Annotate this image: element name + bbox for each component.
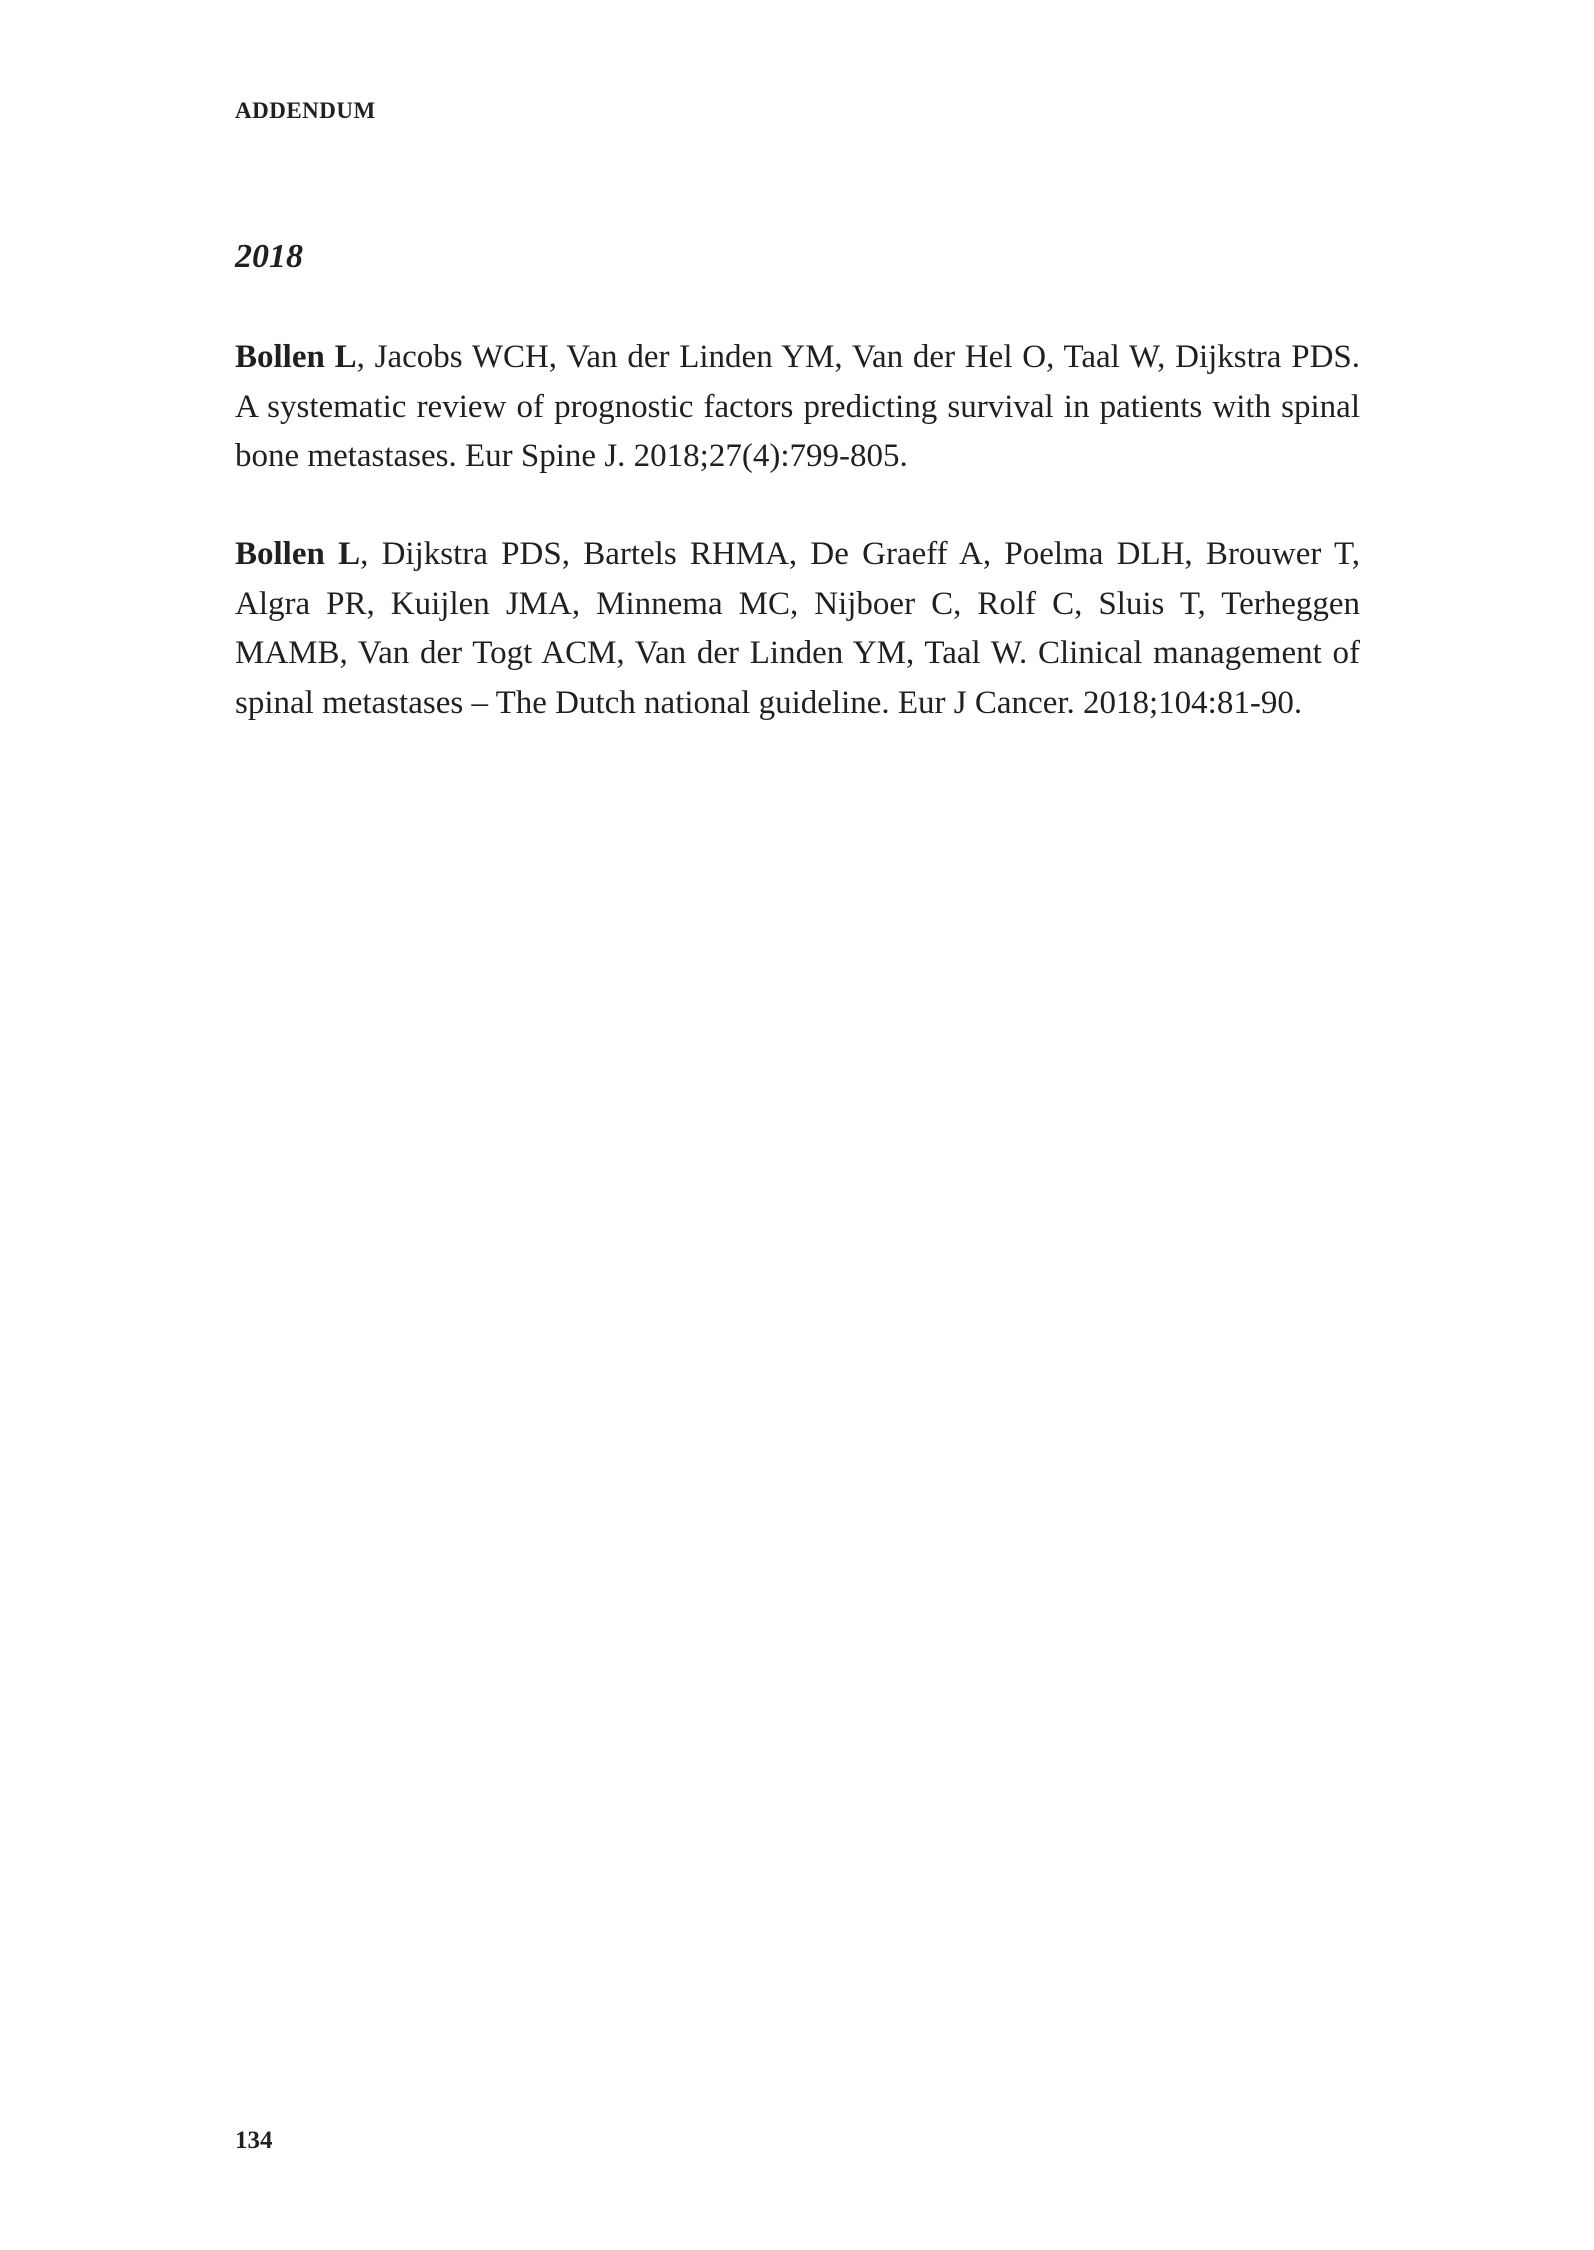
reference-entry — [235, 530, 1360, 728]
reference-lead-author: Bollen L — [235, 339, 357, 375]
page-number: 134 — [235, 2127, 273, 2154]
reference-text: , Jacobs WCH, Van der Linden YM, Van der Hel O, Taal W, Dijkstra PDS. A systematic review of prognostic factors predicting survival in patients with spinal bone metastases. Eur Spine J. 2018;27(4):799-805. — [235, 339, 1361, 474]
reference-text: , Dijkstra PDS, Bartels RHMA, De Graeff A, Poelma DLH, Brouwer T, Algra PR, Kuijlen JMA, Minnema MC, Nijboer C, Rolf C, Sluis T, Terheggen MAMB, Van der Togt ACM, Van der Linden YM, Taal W. Clinical management of spinal metastases – The Dutch national guideline. Eur J Cancer. 2018;104:81-90. — [235, 536, 1361, 721]
reference-lead-author: Bollen L — [235, 536, 361, 572]
year-heading: 2018 — [235, 238, 303, 275]
reference-entry — [235, 333, 1360, 482]
running-header: ADDENDUM — [235, 98, 376, 123]
